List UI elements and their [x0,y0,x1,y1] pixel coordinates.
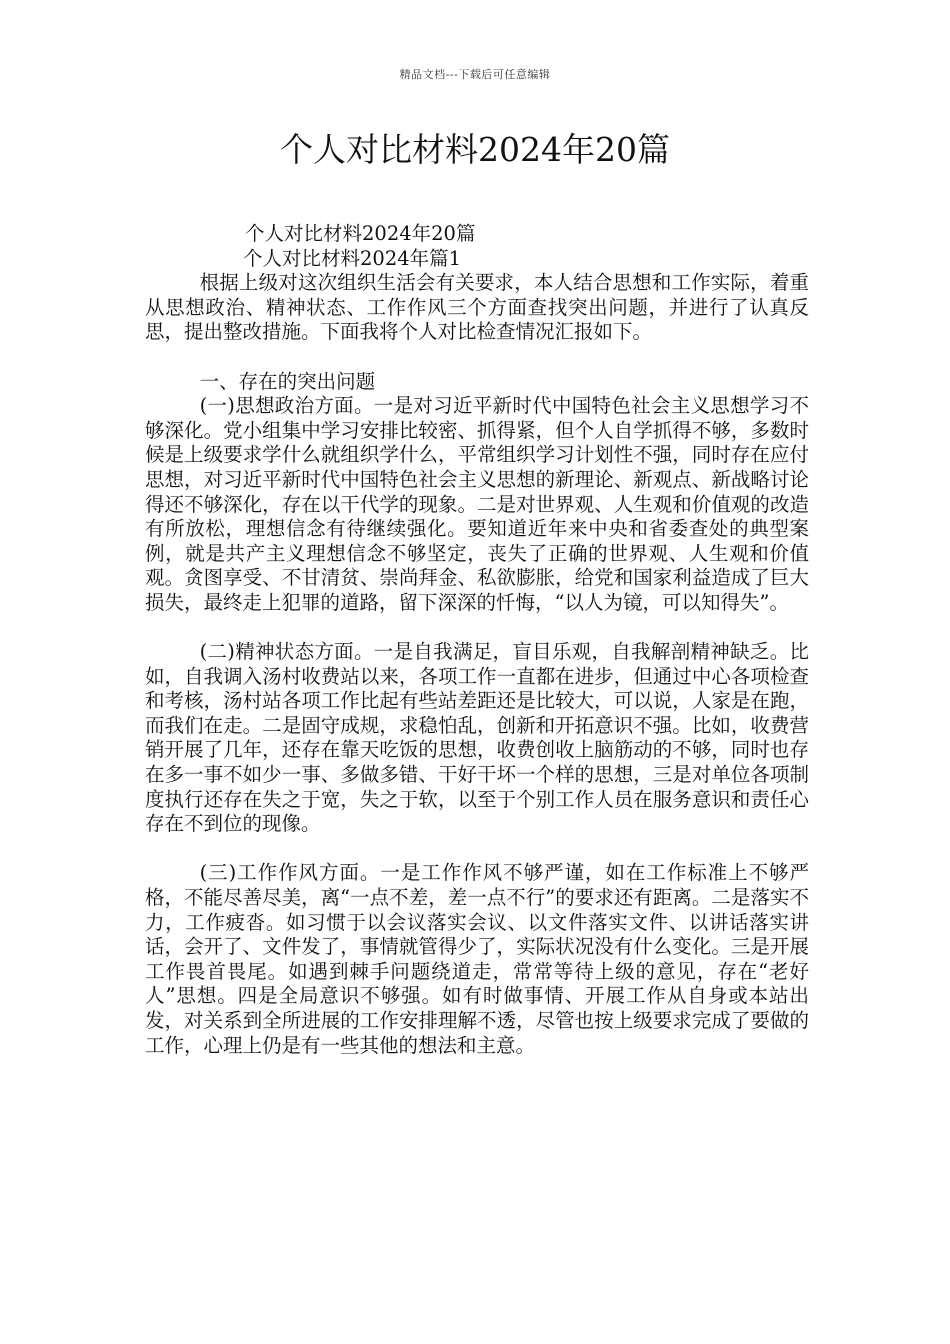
section-label: 个人对比材料2024年篇1 [243,246,462,270]
paragraph-gap [145,837,809,862]
document-body [145,222,809,1058]
section-heading: 一、存在的突出问题 [199,369,376,393]
paragraph-thought-politics: (一)思想政治方面。一是对习近平新时代中国特色社会主义思想学习不够深化。党小组集中学习安排比较密、抓得紧，但个人自学抓得不够，多数时候是上级要求学什么就组织学什么，平常组织学习计划性不强，同时存在应付思想，对习近平新时代中国特色社会主义思想的新理论、新观点、新战略讨论得还不够深化，存在以干代学的现象。二是对世界观、人生观和价值观的改造有所放松，理想信念有待继续强化。要知道近年来中央和省委查处的典型案例，就是共产主义理想信念不够坚定，丧失了正确的世界观、人生观和价值观。贪图享受、不甘清贫、崇尚拜金、私欲膨胀，给党和国家利益造成了巨大损失，最终走上犯罪的道路，留下深深的忏悔，“以人为镜，可以知得失”。 [145,394,809,614]
paragraph-work-style: (三)工作作风方面。一是工作作风不够严谨，如在工作标准上不够严格，不能尽善尽美，离“一点不差，差一点不行”的要求还有距离。二是落实不力，工作疲沓。如习惯于以会议落实会议、以文件落实文件、以讲话落实讲话，会开了、文件发了，事情就管得少了，实际状况没有什么变化。三是开展工作畏首畏尾。如遇到棘手问题绕道走，常常等待上级的意见，存在“老好人”思想。四是全局意识不够强。如有时做事情、开展工作从自身或本站出发，对关系到全所进展的工作安排理解不透，尽管也按上级要求完成了要做的工作，心理上仍是有一些其他的想法和主意。 [145,861,809,1057]
intro-paragraph: 根据上级对这次组织生活会有关要求，本人结合思想和工作实际，着重从思想政治、精神状态、工作作风三个方面查找突出问题，并进行了认真反思，提出整改措施。下面我将个人对比检查情况汇报如下。 [145,271,809,344]
paragraph-mental-state: (二)精神状态方面。一是自我满足，盲目乐观，自我解剖精神缺乏。比如，自我调入汤村收费站以来，各项工作一直都在进步，但通过中心各项检查和考核，汤村站各项工作比起有些站差距还是比较大，可以说，人家是在跑，而我们在走。二是固守成规，求稳怕乱，创新和开拓意识不强。比如，收费营销开展了几年，还存在靠天吃饭的思想，收费创收上脑筋动的不够，同时也存在多一事不如少一事、多做多错、干好干坏一个样的思想，三是对单位各项制度执行还存在失之于宽，失之于软，以至于个别工作人员在服务意识和责任心存在不到位的现像。 [145,640,809,836]
page-header-note: 精品文档---下载后可任意编辑 [399,68,551,81]
subtitle: 个人对比材料2024年20篇 [245,222,476,245]
paragraph-gap [145,616,809,641]
document-title: 个人对比材料2024年20篇 [280,130,670,169]
paragraph-gap [145,345,809,370]
